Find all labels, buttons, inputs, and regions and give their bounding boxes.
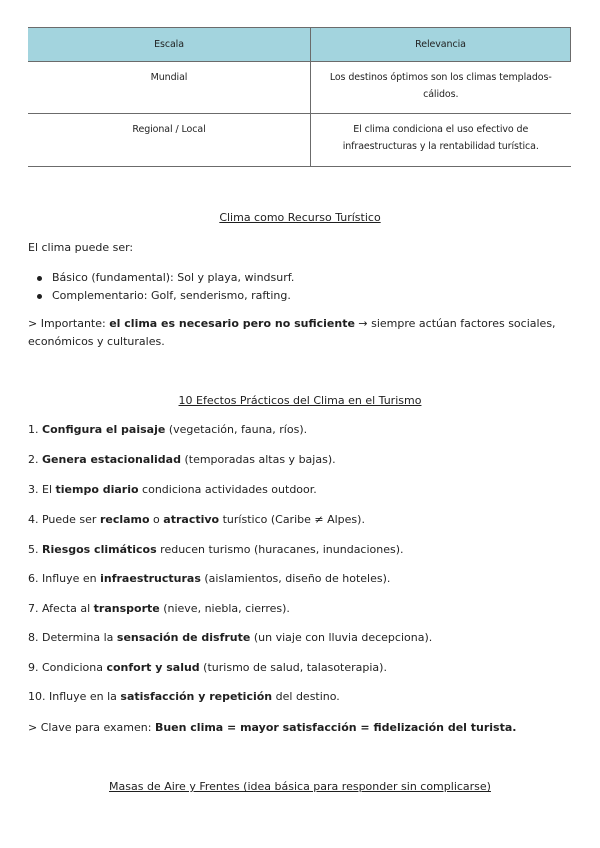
key-bold: Buen clima = mayor satisfacción = fidelización del turista. [154,721,517,734]
climate-scale-table [28,27,571,167]
list-item [37,289,291,302]
list-item: 6. Influye en infraestructuras (aislamientos, diseño de hoteles). [28,572,391,585]
list-item: 10. Influye en la satisfacción y repetición del destino. [28,690,340,703]
list-item: 3. El tiempo diario condiciona actividades outdoor. [28,483,317,496]
list-item-text: Complementario: Golf, senderismo, rafting. [52,289,291,302]
table-row [28,62,571,114]
table-cell: Los destinos óptimos son los climas templados-cálidos. [311,62,571,114]
table-header-row [28,28,571,62]
note-suffix: → siempre actúan factores sociales, económicos y culturales. [28,317,556,348]
list-item: 4. Puede ser reclamo o atractivo turístico (Caribe ≠ Alpes). [28,513,365,526]
column-header-relevancia: Relevancia [311,28,571,62]
table-cell: El clima condiciona el uso efectivo de infraestructuras y la rentabilidad turística. [311,114,571,167]
list-item [37,271,294,284]
intro-text: El clima puede ser: [28,241,134,254]
note-bold: el clima es necesario pero no suficiente [109,317,355,330]
list-item-text: Básico (fundamental): Sol y playa, windsurf. [52,271,295,284]
list-item: 8. Determina la sensación de disfrute (un viaje con lluvia decepciona). [28,631,433,644]
bullet-icon [37,276,42,281]
bullet-icon [37,294,42,299]
section-title-efectos: 10 Efectos Prácticos del Clima en el Turismo [178,394,422,407]
table-cell: Regional / Local [28,114,311,167]
list-item: 2. Genera estacionalidad (temporadas altas y bajas). [28,453,336,466]
table-row [28,114,571,167]
important-note [28,315,573,351]
column-header-escala: Escala [28,28,311,62]
exam-key-note [28,721,516,734]
key-prefix: > Clave para examen: [28,721,155,734]
section-title-clima-recurso: Clima como Recurso Turístico [219,211,381,224]
note-prefix: > Importante: [28,317,110,330]
list-item: 1. Configura el paisaje (vegetación, fauna, ríos). [28,423,308,436]
list-item: 7. Afecta al transporte (nieve, niebla, cierres). [28,602,290,615]
table-cell: Mundial [28,62,311,114]
section-title-masas-aire: Masas de Aire y Frentes (idea básica para responder sin complicarse) [109,780,491,793]
list-item: 9. Condiciona confort y salud (turismo de salud, talasoterapia). [28,661,387,674]
list-item: 5. Riesgos climáticos reducen turismo (huracanes, inundaciones). [28,543,404,556]
